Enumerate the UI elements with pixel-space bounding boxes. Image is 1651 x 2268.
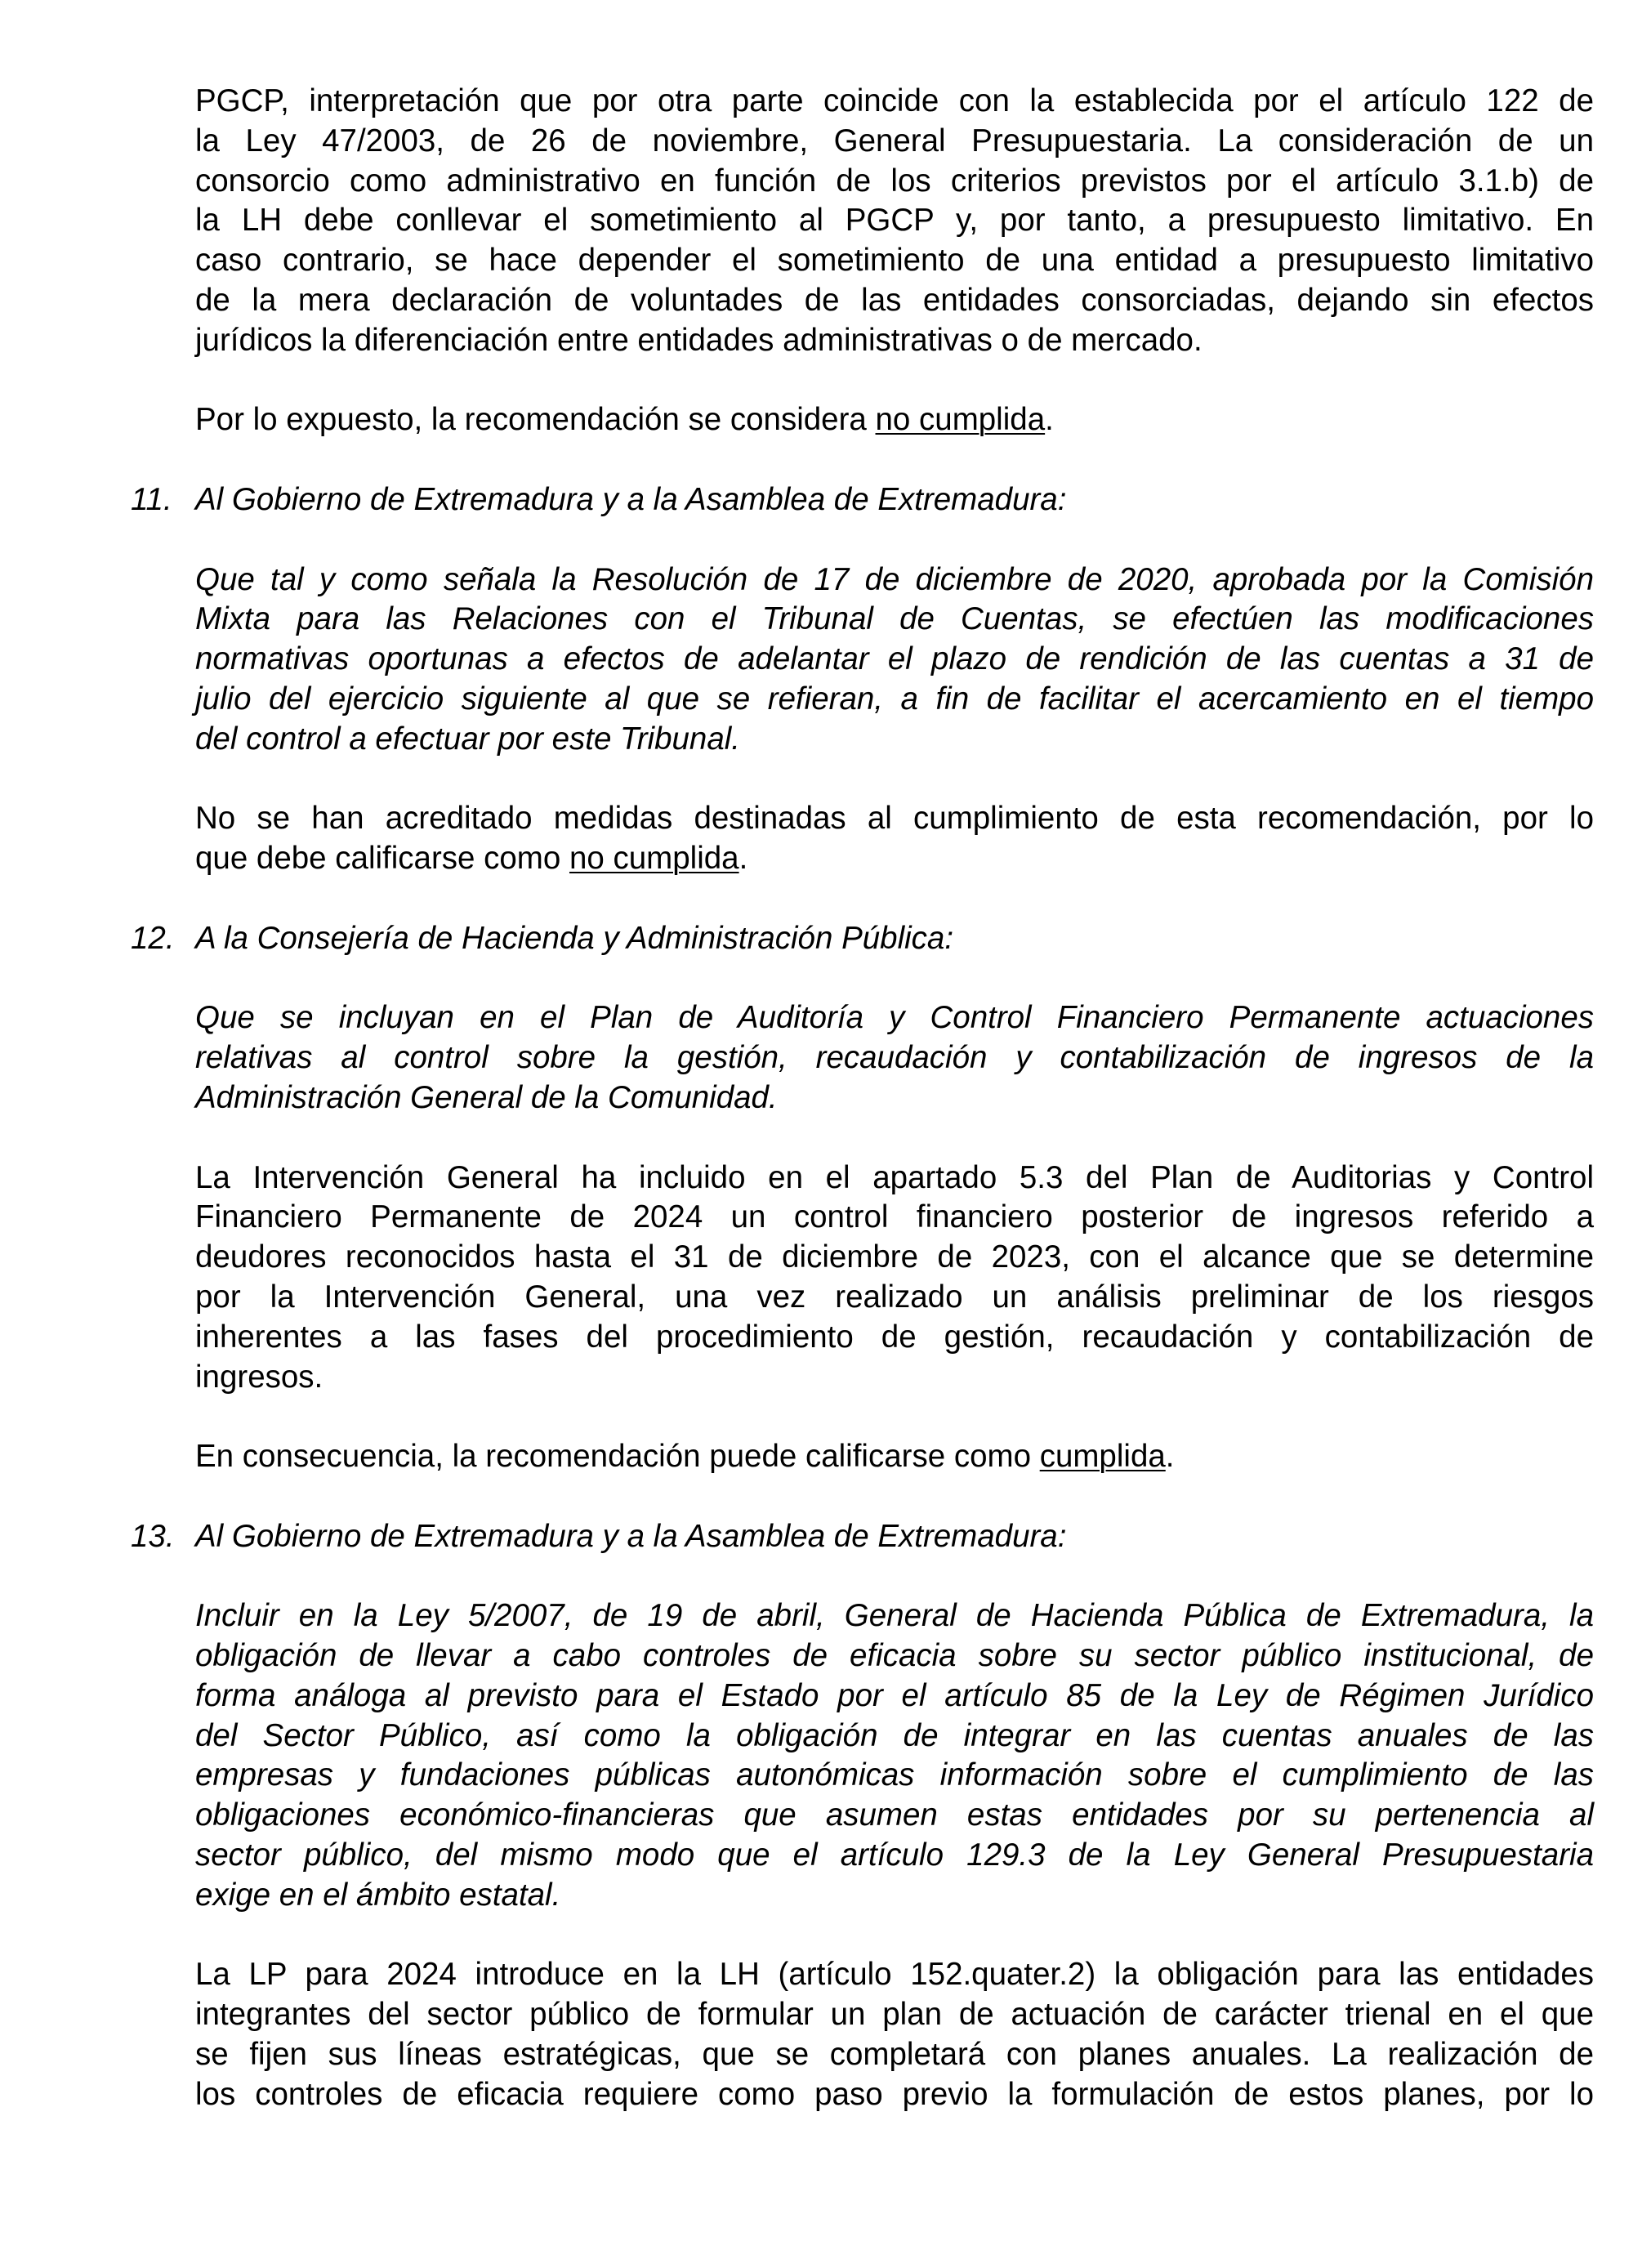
text-segment: .: [1045, 402, 1054, 438]
text-line: empresas y fundaciones públicas autonómicas información sobre el cumplimiento de las: [195, 1757, 1594, 1793]
assessment-result: no cumplida: [569, 841, 739, 877]
text-line: Incluir en la Ley 5/2007, de 19 de abril, General de Hacienda Pública de Extremadura, la: [195, 1598, 1594, 1634]
text-line: julio del ejercicio siguiente al que se refieran, a fin de facilitar el acercamiento en el tiempo: [195, 681, 1594, 717]
text-line: de la mera declaración de voluntades de las entidades consorciadas, dejando sin efectos: [195, 282, 1594, 318]
text-line: se fijen sus líneas estratégicas, que se completará con planes anuales. La realización de: [195, 2037, 1594, 2073]
text-line: [195, 839, 1594, 879]
text-line: jurídicos la diferenciación entre entidades administrativas o de mercado.: [195, 322, 1203, 358]
text-line: caso contrario, se hace depender el sometimiento de una entidad a presupuesto limitativo: [195, 243, 1594, 279]
text-line: [195, 1437, 1594, 1477]
text-line: Que se incluyan en el Plan de Auditoría y Control Financiero Permanente actuaciones: [195, 1000, 1594, 1036]
document-page: [131, 82, 1594, 2154]
text-line: obligaciones económico-financieras que asumen estas entidades por su pertenencia al: [195, 1797, 1594, 1833]
recommendation-number: 12.: [131, 920, 175, 956]
text-segment: .: [1165, 1439, 1175, 1475]
recommendation-text: [195, 998, 1594, 1118]
text-line: La Intervención General ha incluido en el apartado 5.3 del Plan de Auditorias y Control: [195, 1159, 1594, 1195]
text-line: exige en el ámbito estatal.: [195, 1877, 561, 1913]
text-line: Que tal y como señala la Resolución de 17 de diciembre de 2020, aprobada por la Comisión: [195, 561, 1594, 597]
text-line: La LP para 2024 introduce en la LH (artículo 152.quater.2) la obligación para las entidades: [195, 1957, 1594, 1993]
recommendation-heading: [131, 919, 1594, 959]
text-line: PGCP, interpretación que por otra parte coincide con la establecida por el artículo 122 de: [195, 83, 1594, 118]
text-line: la Ley 47/2003, de 26 de noviembre, General Presupuestaria. La consideración de un: [195, 123, 1594, 158]
recommendation-text: [195, 560, 1594, 760]
recommendation-heading: [131, 1517, 1594, 1557]
text-segment: En consecuencia, la recomendación puede calificarse como: [195, 1439, 1040, 1475]
recommendation-heading: [131, 480, 1594, 520]
recommendation-addressee: Al Gobierno de Extremadura y a la Asamblea de Extremadura:: [195, 1518, 1067, 1554]
paragraph: [195, 82, 1594, 361]
text-line: forma análoga al previsto para el Estado por el artículo 85 de la Ley de Régimen Jurídico: [195, 1677, 1594, 1713]
text-line: la LH debe conllevar el sometimiento al PGCP y, por tanto, a presupuesto limitativo. En: [195, 203, 1594, 239]
text-line: del control a efectuar por este Tribunal.: [195, 721, 740, 757]
text-line: Mixta para las Relaciones con el Tribunal de Cuentas, se efectúen las modificaciones: [195, 601, 1594, 637]
text-line: Administración General de la Comunidad.: [195, 1079, 778, 1115]
text-line: integrantes del sector público de formular un plan de actuación de carácter trienal en el que: [195, 1997, 1594, 2033]
assessment-result: cumplida: [1039, 1439, 1166, 1475]
paragraph: [195, 1437, 1594, 1477]
paragraph: [195, 400, 1594, 440]
text-line: [195, 400, 1594, 440]
text-line: inherentes a las fases del procedimiento de gestión, recaudación y contabilización de: [195, 1319, 1594, 1355]
text-segment: .: [738, 841, 748, 877]
text-line: Financiero Permanente de 2024 un control financiero posterior de ingresos referido a: [195, 1199, 1594, 1235]
recommendation-text: [195, 1596, 1594, 1915]
recommendation-addressee: A la Consejería de Hacienda y Administración Pública:: [195, 920, 954, 956]
recommendation-number: 13.: [131, 1518, 175, 1554]
text-line: deudores reconocidos hasta el 31 de diciembre de 2023, con el alcance que se determine: [195, 1239, 1594, 1275]
assessment-result: no cumplida: [875, 402, 1046, 438]
recommendation-addressee: Al Gobierno de Extremadura y a la Asamblea de Extremadura:: [195, 481, 1067, 517]
text-line: No se han acreditado medidas destinadas al cumplimiento de esta recomendación, por lo: [195, 801, 1594, 837]
text-line: obligación de llevar a cabo controles de eficacia sobre su sector público institucional, de: [195, 1638, 1594, 1674]
paragraph: [195, 1159, 1594, 1398]
paragraph: [195, 799, 1594, 879]
text-line: consorcio como administrativo en función de los criterios previstos por el artículo 3.1.b) de: [195, 163, 1594, 199]
text-segment: que debe calificarse como: [195, 841, 569, 877]
text-line: normativas oportunas a efectos de adelantar el plazo de rendición de las cuentas a 31 de: [195, 641, 1594, 677]
text-segment: Por lo expuesto, la recomendación se considera: [195, 402, 876, 438]
text-line: por la Intervención General, una vez realizado un análisis preliminar de los riesgos: [195, 1279, 1594, 1315]
text-line: los controles de eficacia requiere como paso previo la formulación de estos planes, por lo: [195, 2076, 1594, 2112]
text-line: relativas al control sobre la gestión, recaudación y contabilización de ingresos de la: [195, 1040, 1594, 1076]
text-line: del Sector Público, así como la obligación de integrar en las cuentas anuales de las: [195, 1717, 1594, 1753]
recommendation-number: 11.: [131, 481, 172, 517]
text-line: sector público, del mismo modo que el artículo 129.3 de la Ley General Presupuestaria: [195, 1837, 1594, 1873]
paragraph: [195, 1955, 1594, 2114]
text-line: ingresos.: [195, 1359, 324, 1395]
